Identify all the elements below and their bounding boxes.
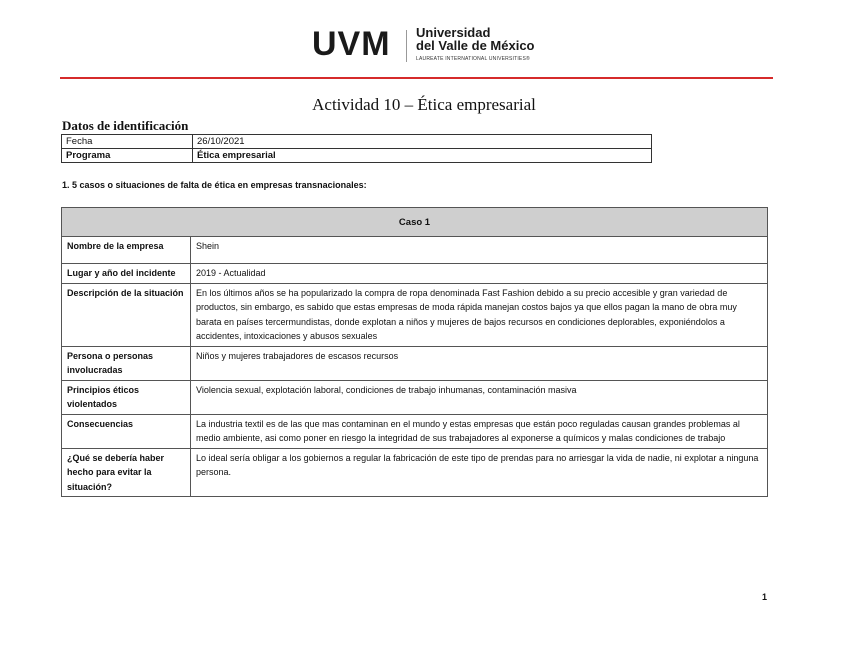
table-row <box>62 264 768 284</box>
case-table <box>61 207 768 497</box>
university-logo <box>0 22 848 66</box>
page-number: 1 <box>762 592 768 602</box>
section-subtitle: Datos de identificación <box>62 118 189 133</box>
logo-university-line2: del Valle de México <box>416 38 535 53</box>
case-value: En los últimos años se ha popularizado la compra de ropa denominada Fast Fashion debido a su precio accesible y gran variedad de productos, sin embargo, es sabido que estas empresas de moda rápida manejan costos bajos ya que ellos pagan la mano de obra muy barata en países tercermundistas, donde explotan a niños y mujeres de bajos recursos en condiciones deplorables, exponiéndolos a accidentes, intoxicaciones y abusos sexuales <box>191 283 768 346</box>
header-divider <box>60 77 773 79</box>
table-row <box>62 346 768 380</box>
identification-table <box>61 134 652 163</box>
case-key: Descripción de la situación <box>62 283 191 346</box>
case-key: Nombre de la empresa <box>62 237 191 264</box>
case-key: Consecuencias <box>62 414 191 448</box>
case-key: Principios éticos violentados <box>62 380 191 414</box>
case-key: Lugar y año del incidente <box>62 264 191 284</box>
case-value: Violencia sexual, explotación laboral, condiciones de trabajo inhumanas, contaminación masiva <box>191 380 768 414</box>
logo-wordmark: UVM <box>312 25 391 63</box>
case-key: ¿Qué se debería haber hecho para evitar la situación? <box>62 448 191 497</box>
id-value: Ética empresarial <box>193 149 652 163</box>
page-title: Actividad 10 – Ética empresarial <box>312 95 536 114</box>
case-key: Persona o personas involucradas <box>62 346 191 380</box>
logo-divider <box>406 30 407 62</box>
case-value: 2019 - Actualidad <box>191 264 768 284</box>
table-row <box>62 149 652 163</box>
question-heading: 1. 5 casos o situaciones de falta de ética en empresas transnacionales: <box>62 180 367 190</box>
id-key: Fecha <box>62 135 193 149</box>
id-value: 26/10/2021 <box>193 135 652 149</box>
case-header-row <box>62 208 768 237</box>
table-row <box>62 414 768 448</box>
case-value: Shein <box>191 237 768 264</box>
logo-laureate-tagline: LAUREATE INTERNATIONAL UNIVERSITIES® <box>416 56 530 62</box>
table-row <box>62 448 768 497</box>
table-row <box>62 135 652 149</box>
case-value: Lo ideal sería obligar a los gobiernos a regular la fabricación de este tipo de prendas para no arriesgar la vida de nadie, ni explotar a ninguna persona. <box>191 448 768 497</box>
case-value: Niños y mujeres trabajadores de escasos recursos <box>191 346 768 380</box>
case-header: Caso 1 <box>62 208 768 237</box>
table-row <box>62 380 768 414</box>
logo-university-line1: Universidad <box>416 25 491 40</box>
case-value: La industria textil es de las que mas contaminan en el mundo y estas empresas que están poco reguladas causan grandes problemas al medio ambiente, asi como poner en riesgo la integridad de sus trabajadores al exponerse a químicos y malas condiciones de trabajo <box>191 414 768 448</box>
table-row <box>62 237 768 264</box>
table-row <box>62 283 768 346</box>
id-key: Programa <box>62 149 193 163</box>
